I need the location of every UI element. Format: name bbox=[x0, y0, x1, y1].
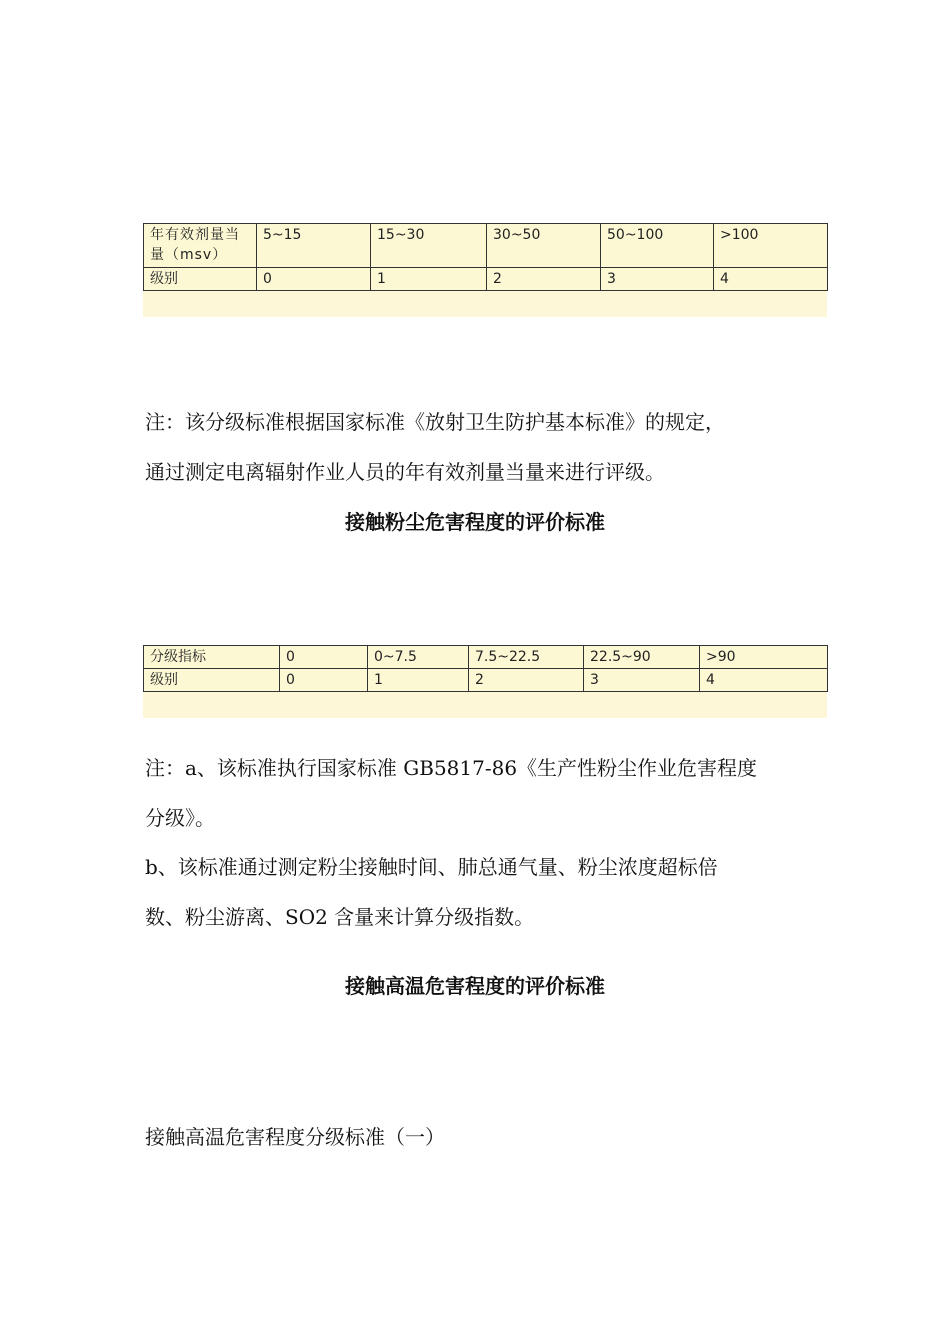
table-cell: 15~30 bbox=[371, 224, 487, 268]
note2-line3: b、该标准通过测定粉尘接触时间、肺总通气量、粉尘浓度超标倍 bbox=[145, 855, 718, 879]
table-row bbox=[144, 646, 828, 669]
table-cell: 级别 bbox=[144, 669, 280, 692]
table-cell: 50~100 bbox=[601, 224, 714, 268]
note2-line1: 注：a、该标准执行国家标准 GB5817-86《生产性粉尘作业危害程度 bbox=[145, 756, 758, 780]
table-cell: >90 bbox=[700, 646, 828, 669]
table-cell: 22.5~90 bbox=[584, 646, 700, 669]
table-row bbox=[144, 268, 828, 291]
table-cell: 4 bbox=[714, 268, 828, 291]
dust-table-block bbox=[143, 645, 827, 718]
table-cell: 分级指标 bbox=[144, 646, 280, 669]
table-cell: 3 bbox=[601, 268, 714, 291]
note1-line2: 通过测定电离辐射作业人员的年有效剂量当量来进行评级。 bbox=[145, 460, 665, 484]
table-cell: >100 bbox=[714, 224, 828, 268]
table-cell: 1 bbox=[371, 268, 487, 291]
section-heading-dust: 接触粉尘危害程度的评价标准 bbox=[345, 510, 605, 534]
table-footer-strip bbox=[143, 692, 827, 718]
table-footer-strip bbox=[143, 291, 827, 317]
table-cell: 30~50 bbox=[487, 224, 601, 268]
table-cell: 5~15 bbox=[257, 224, 371, 268]
table-row bbox=[144, 669, 828, 692]
note2-line4: 数、粉尘游离、SO2 含量来计算分级指数。 bbox=[145, 905, 535, 929]
table-cell: 2 bbox=[487, 268, 601, 291]
table-cell: 1 bbox=[368, 669, 469, 692]
dust-grading-table bbox=[143, 645, 828, 692]
subheading-heat: 接触高温危害程度分级标准（一） bbox=[145, 1125, 445, 1149]
table-cell: 7.5~22.5 bbox=[469, 646, 584, 669]
table-cell: 0 bbox=[257, 268, 371, 291]
table-cell: 0 bbox=[280, 669, 368, 692]
table-cell: 0 bbox=[280, 646, 368, 669]
table-cell: 3 bbox=[584, 669, 700, 692]
dose-grading-table bbox=[143, 223, 828, 291]
note1-line1: 注：该分级标准根据国家标准《放射卫生防护基本标准》的规定， bbox=[145, 410, 725, 434]
table-cell: 2 bbox=[469, 669, 584, 692]
dose-table-block bbox=[143, 223, 827, 317]
table-cell: 年有效剂量当量（msv） bbox=[144, 224, 257, 268]
section-heading-heat: 接触高温危害程度的评价标准 bbox=[345, 974, 605, 998]
table-cell: 0~7.5 bbox=[368, 646, 469, 669]
note2-line2: 分级》。 bbox=[145, 806, 215, 830]
table-row bbox=[144, 224, 828, 268]
table-cell: 4 bbox=[700, 669, 828, 692]
table-cell: 级别 bbox=[144, 268, 257, 291]
